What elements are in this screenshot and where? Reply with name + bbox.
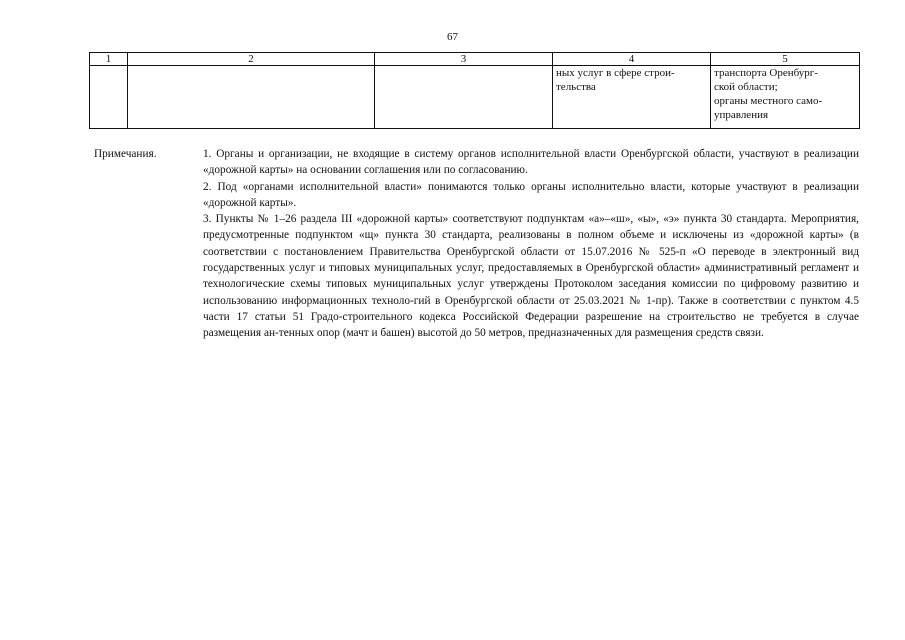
cell-text-line: ской области; [714, 81, 778, 93]
table-cell-col1 [90, 66, 128, 129]
table-cell-col4 [553, 66, 711, 129]
cell-text-line: органы местного само- [714, 95, 823, 107]
table-header-cell: 2 [128, 53, 375, 66]
notes-body [203, 146, 859, 342]
note-item: 3. Пункты № 1–26 раздела III «дорожной карты» соответствуют подпунктам «а»–«ш», «ы», «э» пункта 30 стандарта. Мероприятия, предусмотренные подпунктом «щ» пункта 30 стандарта, реализованы в полном объеме и исключены из «дорожной карты» (в соответствии с постановлением Правительства Оренбургской области от 15.07.2016 № 525-п «О переводе в электронный вид государственных услуг и типовых муниципальных услуг, предоставляемых в Оренбургской области» административный регламент и технологические схемы типовых муниципальных услуг утверждены Протоколом заседания комиссии по цифровому развитию и использованию информационных техноло-гий в Оренбургской области от 25.03.2021 № 1-пр). Также в соответствии с пунктом 4.5 части 17 статьи 51 Градо-строительного кодекса Российской Федерации разрешение на строительство не требуется в случае размещения ан-тенных опор (мачт и башен) высотой до 50 метров, предназначенных для размещения средств связи. [203, 213, 859, 340]
note-item: 1. Органы и организации, не входящие в систему органов исполнительной власти Оренбургской области, участвуют в реализации «дорожной карты» на основании соглашения или по согласованию. [203, 148, 859, 177]
table-cell-col5 [711, 66, 860, 129]
cell-text-line: тельства [556, 81, 596, 93]
table-header-cell: 4 [553, 53, 711, 66]
note-item: 2. Под «органами исполнительной власти» понимаются только органы исполнительно власти, которые участвуют в реализации «дорожной карты». [203, 180, 859, 209]
cell-text-line: управления [714, 109, 769, 121]
table-cell-col3 [375, 66, 553, 129]
cell-text-line: ных услуг в сфере строи- [556, 67, 675, 79]
table-header-row [90, 53, 860, 66]
table-header-cell: 1 [90, 53, 128, 66]
page-number: 67 [447, 31, 458, 43]
table-header-cell: 5 [711, 53, 860, 66]
notes-label: Примечания. [94, 148, 157, 160]
table-cell-col2 [128, 66, 375, 129]
table-row [90, 66, 860, 129]
document-table [89, 52, 860, 129]
cell-text-line: транспорта Оренбург- [714, 67, 818, 79]
table-header-cell: 3 [375, 53, 553, 66]
